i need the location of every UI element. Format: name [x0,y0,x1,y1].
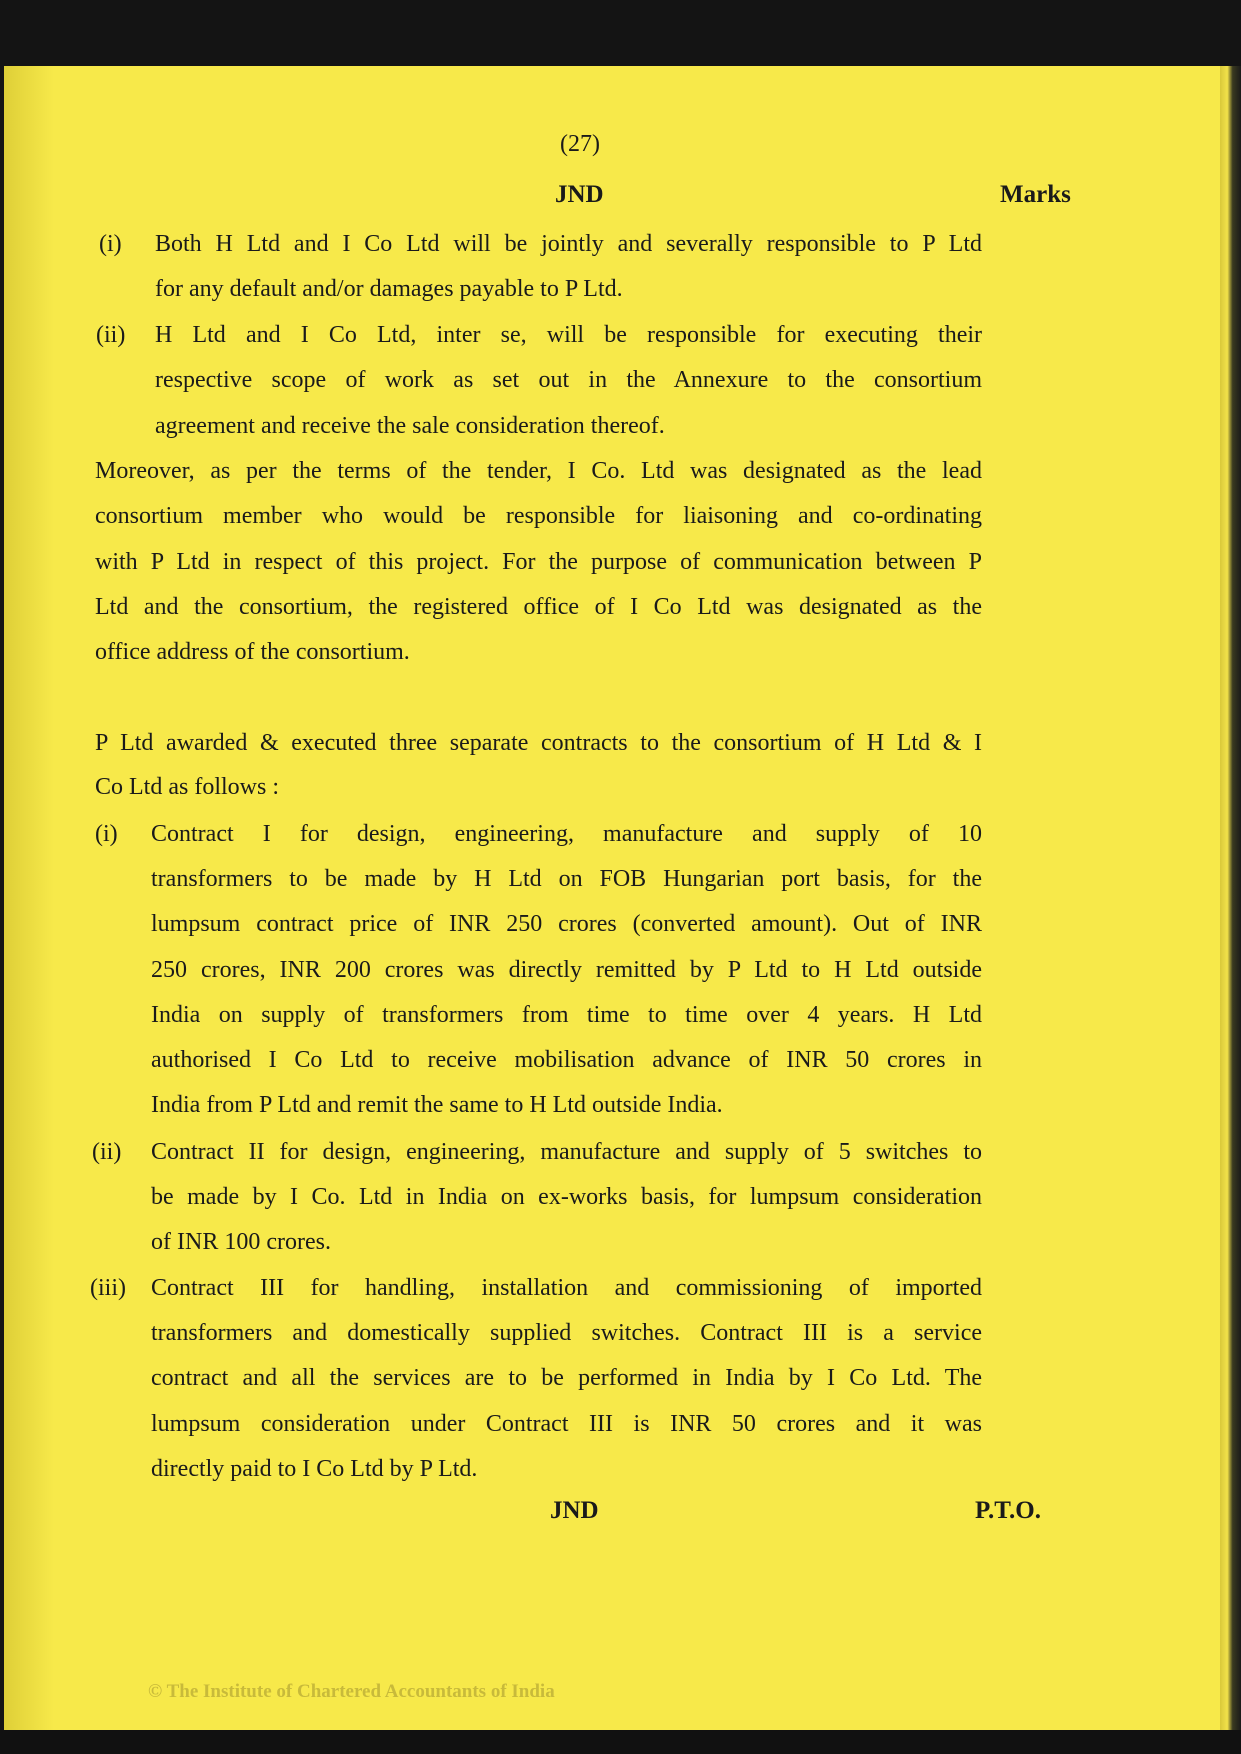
list1-item-1-line-1: Both H Ltd and I Co Ltd will be jointly and severally responsible to P Ltd [155,231,982,257]
list2-item-3-line-3: contract and all the services are to be performed in India by I Co Ltd. The [151,1365,982,1391]
footer-code: JND [550,1497,599,1524]
list2-item-1-line-4: 250 crores, INR 200 crores was directly remitted by P Ltd to H Ltd outside [151,957,982,983]
header-code: JND [555,181,604,208]
para1-line-3: with P Ltd in respect of this project. For the purpose of communication between P [95,549,982,575]
list2-item-1-line-2: transformers to be made by H Ltd on FOB Hungarian port basis, for the [151,866,982,892]
copyright-watermark: © The Institute of Chartered Accountants of India [148,1681,555,1702]
list1-item-1-line-2: for any default and/or damages payable to P Ltd. [155,276,623,302]
list2-item-2-line-3: of INR 100 crores. [151,1229,331,1255]
list1-item-2-label: (ii) [96,322,126,348]
list2-item-2-line-2: be made by I Co. Ltd in India on ex-works basis, for lumpsum consideration [151,1184,982,1210]
list1-item-1-label: (i) [99,231,122,257]
pto-label: P.T.O. [975,1497,1041,1524]
list2-item-1-line-5: India on supply of transformers from time to time over 4 years. H Ltd [151,1002,982,1028]
list2-item-2-label: (ii) [92,1139,122,1165]
para1-line-2: consortium member who would be responsible for liaisoning and co-ordinating [95,503,982,529]
list2-item-1-line-7: India from P Ltd and remit the same to H Ltd outside India. [151,1092,723,1118]
list2-item-3-line-1: Contract III for handling, installation and commissioning of imported [151,1275,982,1301]
list2-item-3-line-4: lumpsum consideration under Contract III is INR 50 crores and it was [151,1411,982,1437]
list2-item-3-line-5: directly paid to I Co Ltd by P Ltd. [151,1456,478,1482]
list1-item-2-line-2: respective scope of work as set out in the Annexure to the consortium [155,367,982,393]
list1-item-2-line-1: H Ltd and I Co Ltd, inter se, will be responsible for executing their [155,322,982,348]
list2-item-2-line-1: Contract II for design, engineering, manufacture and supply of 5 switches to [151,1139,982,1165]
list1-item-2-line-3: agreement and receive the sale consideration thereof. [155,413,665,439]
para2-line-1: P Ltd awarded & executed three separate contracts to the consortium of H Ltd & I [95,730,982,756]
list2-item-3-label: (iii) [90,1275,126,1301]
para1-line-5: office address of the consortium. [95,639,410,665]
para1-line-4: Ltd and the consortium, the registered office of I Co Ltd was designated as the [95,594,982,620]
list2-item-1-line-3: lumpsum contract price of INR 250 crores (converted amount). Out of INR [151,911,982,937]
marks-heading: Marks [1000,181,1071,208]
list2-item-1-label: (i) [95,821,118,847]
para2-line-2: Co Ltd as follows : [95,774,279,800]
list2-item-1-line-1: Contract I for design, engineering, manufacture and supply of 10 [151,821,982,847]
page-number: (27) [560,131,600,157]
list2-item-1-line-6: authorised I Co Ltd to receive mobilisation advance of INR 50 crores in [151,1047,982,1073]
para1-line-1: Moreover, as per the terms of the tender, I Co. Ltd was designated as the lead [95,458,982,484]
list2-item-3-line-2: transformers and domestically supplied switches. Contract III is a service [151,1320,982,1346]
